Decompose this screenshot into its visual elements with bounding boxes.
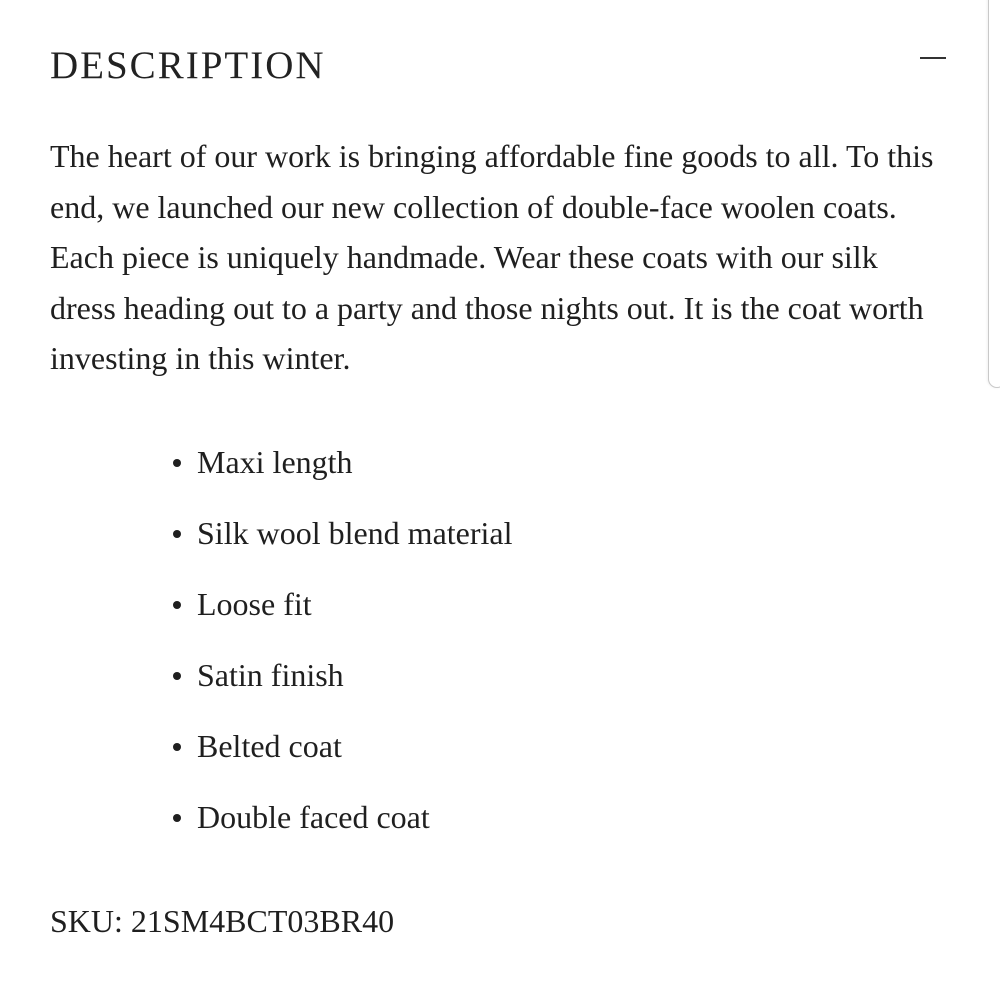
sku-value: 21SM4BCT03BR40 — [130, 903, 395, 939]
list-item — [170, 507, 513, 578]
feature-list — [170, 436, 513, 862]
list-item — [170, 649, 513, 720]
scrollbar[interactable] — [986, 0, 1000, 388]
bullet-icon — [173, 459, 181, 467]
scrollbar-thumb[interactable] — [988, 0, 1000, 388]
list-item — [170, 720, 513, 791]
list-item — [170, 436, 513, 507]
bullet-icon — [173, 814, 181, 822]
feature-label: Maxi length — [197, 444, 353, 480]
sku-label: SKU: — [50, 903, 123, 939]
bullet-icon — [173, 530, 181, 538]
description-text: The heart of our work is bringing affordable fine goods to all. To this end, we launched our new collection of double-face woolen coats. Each piece is uniquely handmade. Wear these coats with our silk dress heading out to a party and those nights out. It is the coat worth investing in this winter. — [50, 138, 934, 376]
minus-icon — [920, 57, 946, 59]
feature-label: Silk wool blend material — [197, 515, 513, 551]
accordion-header[interactable] — [50, 0, 950, 130]
feature-label: Loose fit — [197, 586, 312, 622]
list-item — [170, 578, 513, 649]
collapse-toggle-button[interactable] — [918, 44, 948, 74]
bullet-icon — [173, 743, 181, 751]
description-accordion — [50, 0, 950, 939]
bullet-icon — [173, 601, 181, 609]
list-item — [170, 791, 513, 862]
sku-line — [50, 895, 394, 947]
feature-label: Belted coat — [197, 728, 342, 764]
feature-label: Satin finish — [197, 657, 344, 693]
feature-label: Double faced coat — [197, 799, 430, 835]
section-title: DESCRIPTION — [50, 44, 326, 87]
bullet-icon — [173, 672, 181, 680]
